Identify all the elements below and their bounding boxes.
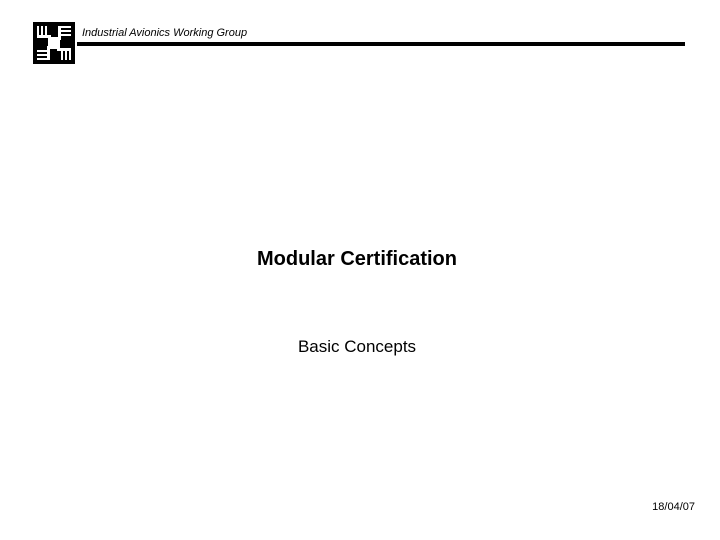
slide-subtitle: Basic Concepts [297, 337, 417, 356]
slide-date: 18/04/07 [652, 501, 695, 513]
organization-name: Industrial Avionics Working Group [82, 27, 248, 39]
header-divider [77, 42, 685, 46]
iawg-hands-logo-icon [33, 22, 75, 64]
slide-title: Modular Certification [256, 248, 457, 270]
